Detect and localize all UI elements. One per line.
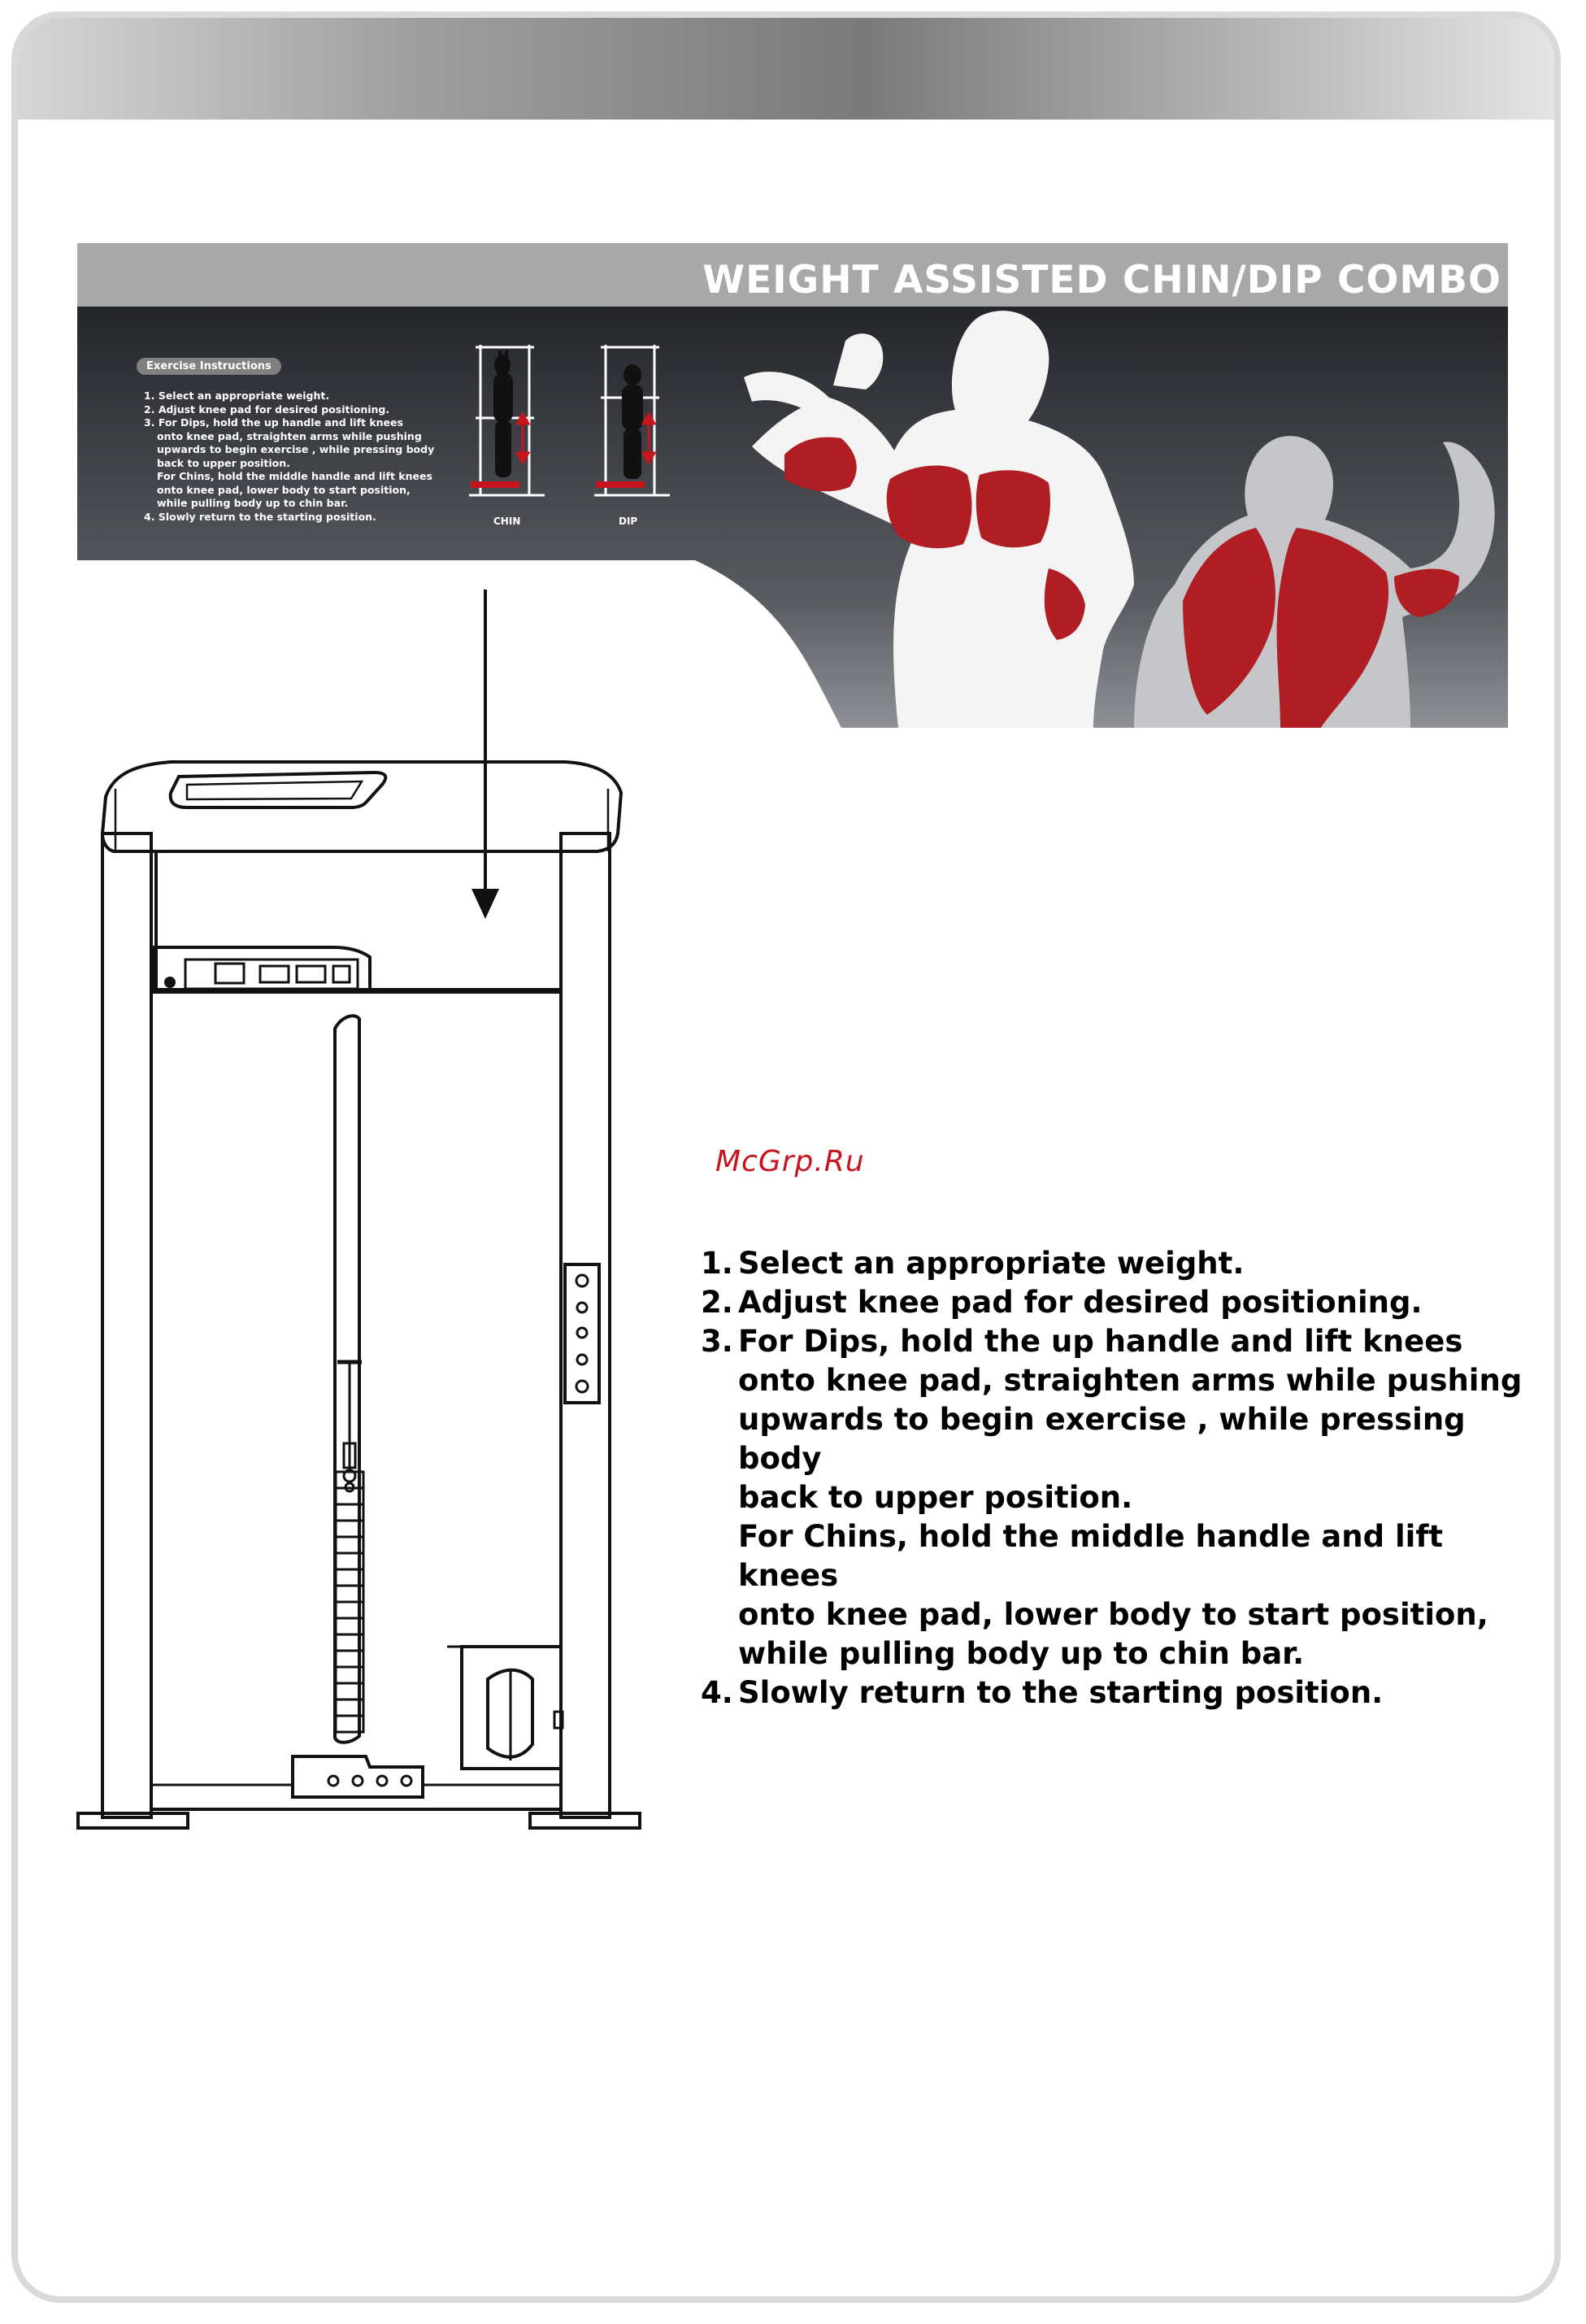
left-foot <box>78 1813 188 1828</box>
machine-control-panel <box>154 947 370 992</box>
watermark-text: McGrp.Ru <box>715 1145 865 1178</box>
machine-line-drawing <box>65 590 667 1838</box>
placard-pointer-arrow <box>471 590 499 919</box>
instruction-step-4: 4. Slowly return to the starting position. <box>701 1675 1384 1710</box>
exercise-instructions-header: Exercise Instructions <box>137 358 281 375</box>
right-foot <box>530 1813 640 1828</box>
header-gradient-band <box>18 18 1554 120</box>
placard-step-4: 4. Slowly return to the starting position. <box>144 510 376 523</box>
instruction-step-3: 3. For Dips, hold the up handle and lift knees onto knee pad, straighten arms while pushing upwards to begin exercise , while pressing body back to upper position. For Chins, hold the middle handle and lift knees onto knee pad, lower body to start position, while pulling body up to chin bar. <box>701 1324 1523 1671</box>
instruction-step-1: 1. Select an appropriate weight. <box>701 1246 1245 1281</box>
machine-right-post <box>561 833 610 1817</box>
machine-top-handle <box>171 772 386 807</box>
chin-label: CHIN <box>493 516 521 527</box>
machine-left-post <box>102 833 151 1817</box>
placard-title: WEIGHT ASSISTED CHIN/DIP COMBO <box>702 258 1501 302</box>
dip-label: DIP <box>619 516 638 527</box>
placard-step-3: 3. For Dips, hold the up handle and lift knees onto knee pad, straighten arms while pushing upwards to begin exercise , while pressing body back to upper position. For Chins, hold the middle handle and lift knees onto knee pad, lower body to start position, while pulling body up to chin bar. <box>144 416 435 509</box>
instruction-step-2: 2. Adjust knee pad for desired positioning. <box>701 1285 1423 1320</box>
exercise-instructions-list <box>701 1244 1546 1713</box>
selector-knob-icon <box>164 977 176 988</box>
placard-step-1: 1. Select an appropriate weight. <box>144 390 330 402</box>
machine-shroud-lower <box>151 992 561 1809</box>
placard-step-2: 2. Adjust knee pad for desired positioning. <box>144 403 390 416</box>
placard-instructions-list <box>144 390 502 524</box>
